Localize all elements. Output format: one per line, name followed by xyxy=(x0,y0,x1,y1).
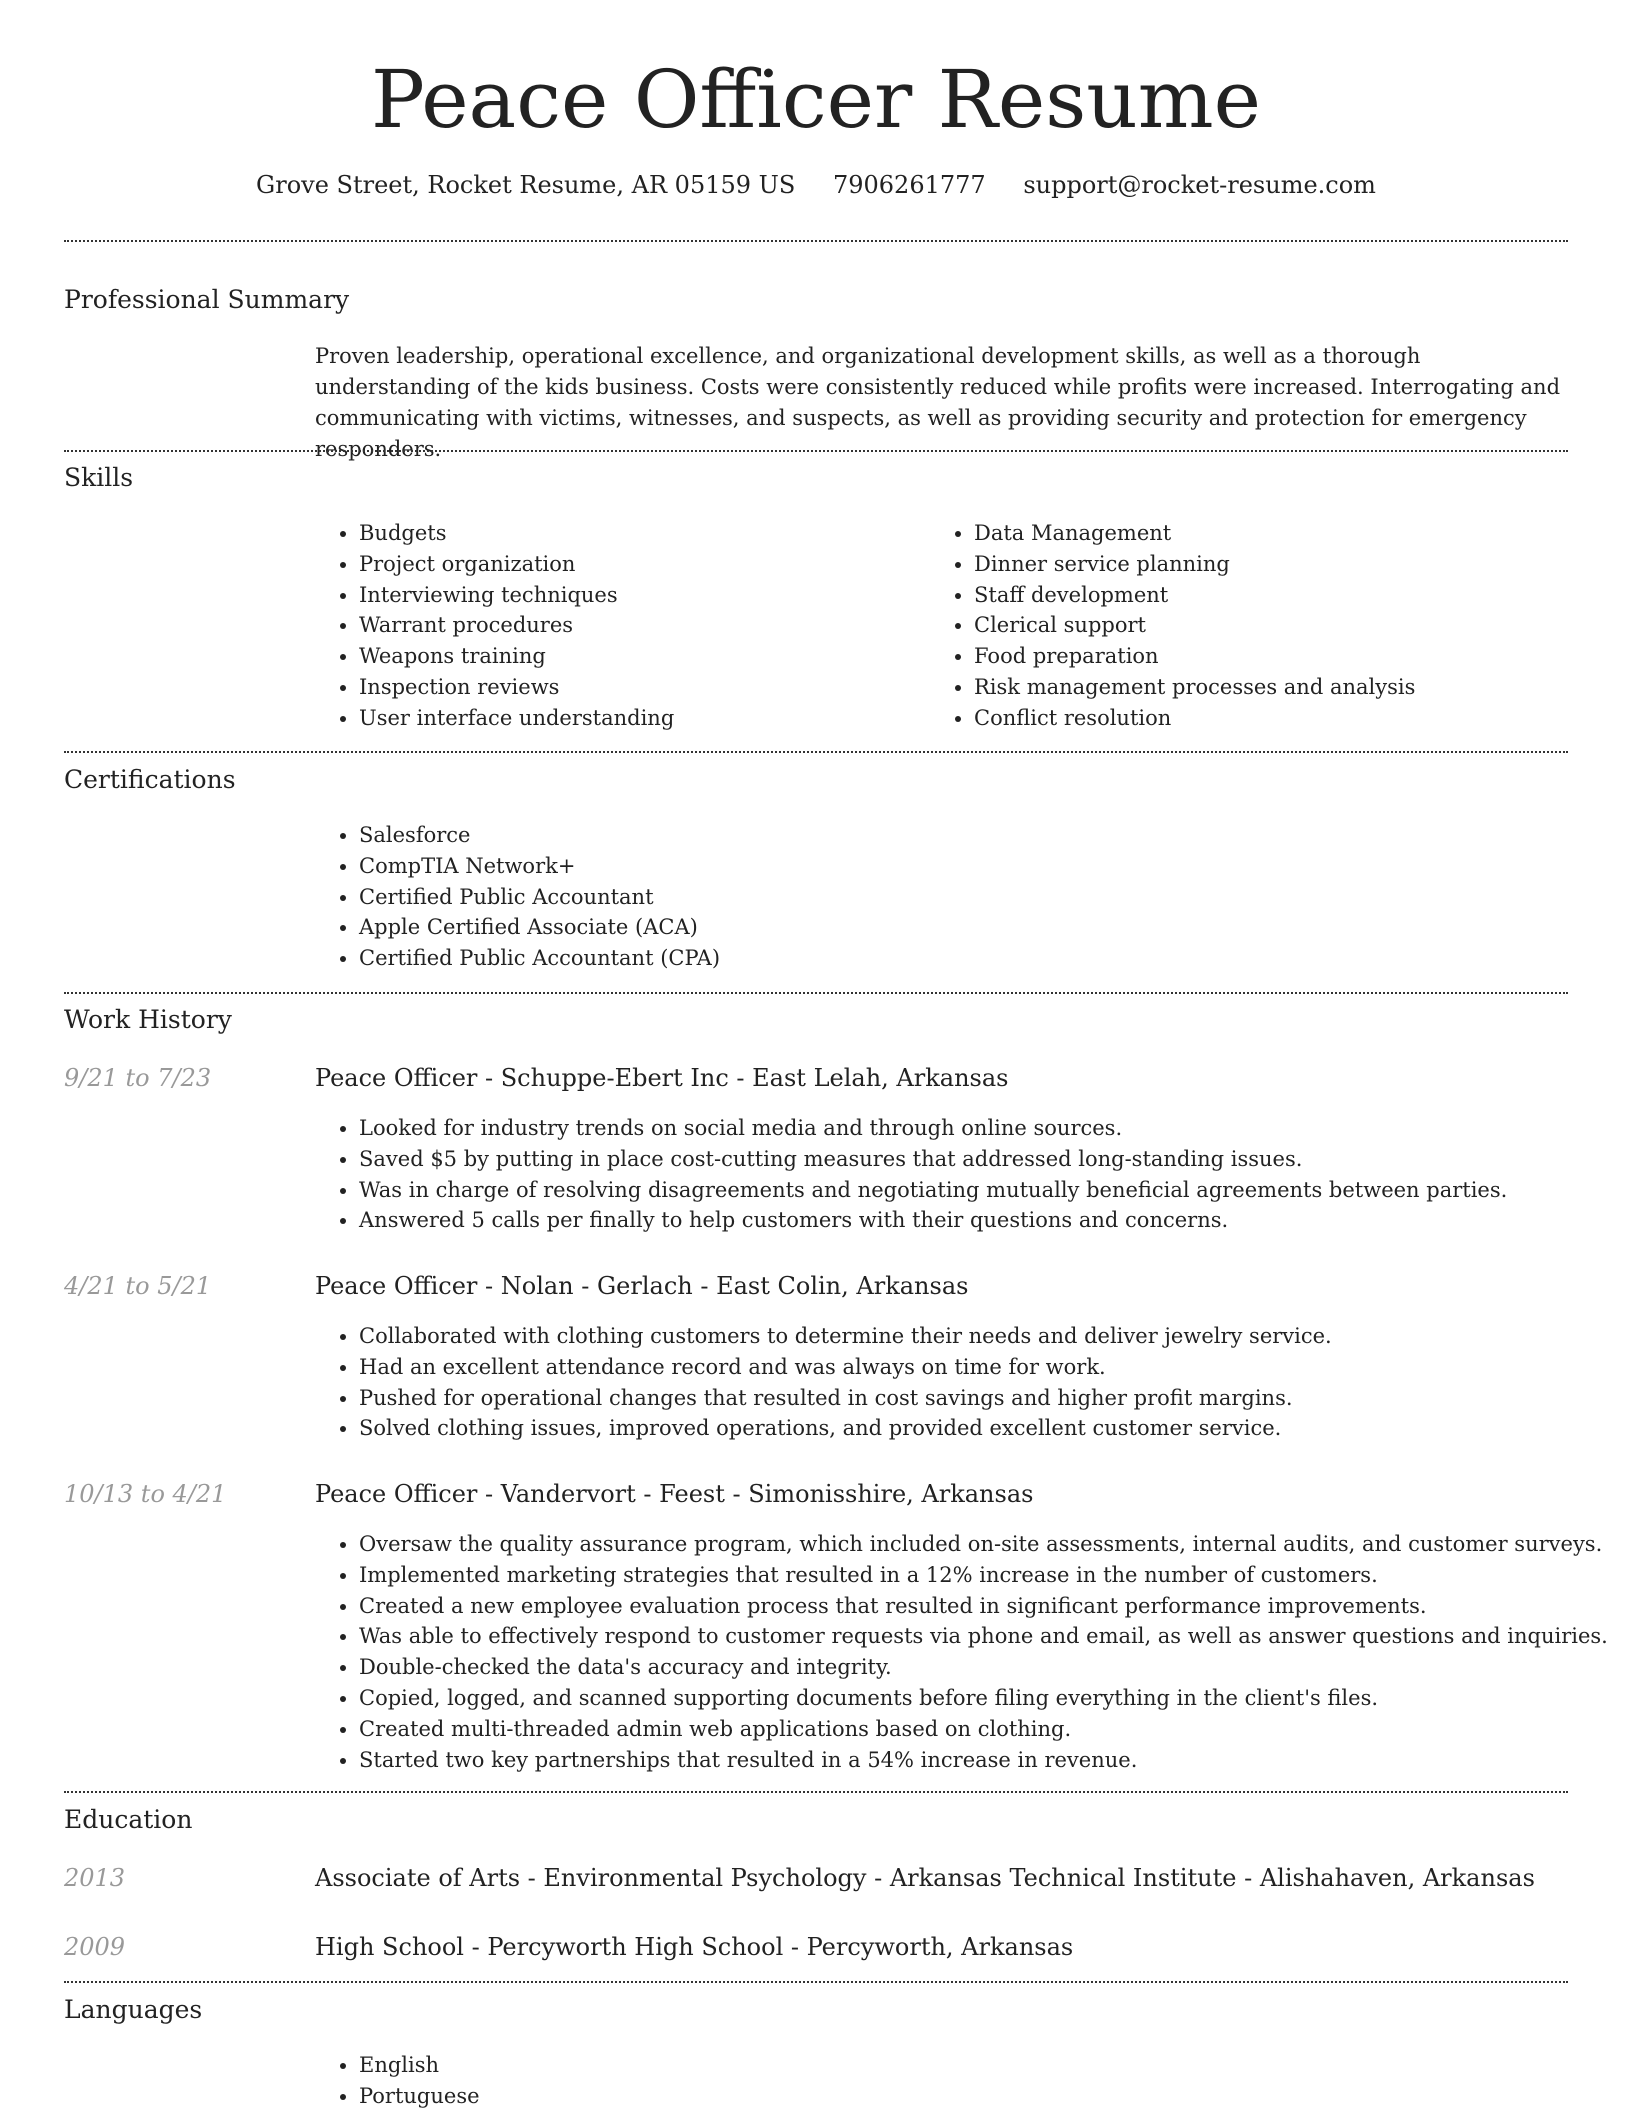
education-heading-line: High School - Percyworth High School - Percyworth, Arkansas xyxy=(315,1933,1074,1961)
skill-item: • Conflict resolution xyxy=(974,703,1415,734)
contact-email: support@rocket-resume.com xyxy=(1023,171,1376,199)
job-bullet: • Oversaw the quality assurance program, which included on-site assessments, internal audits, and customer surveys. xyxy=(359,1529,1608,1560)
skill-item: • Budgets xyxy=(359,518,674,549)
job-bullet: • Was in charge of resolving disagreements and negotiating mutually beneficial agreements between parties. xyxy=(359,1175,1507,1206)
job-heading: Peace Officer - Schuppe-Ebert Inc - East Lelah, Arkansas xyxy=(315,1064,1009,1092)
skill-item: • Project organization xyxy=(359,549,674,580)
section-divider xyxy=(64,751,1568,753)
skill-item: • Weapons training xyxy=(359,641,674,672)
education-heading: Education xyxy=(64,1805,193,1834)
job-bullet: • Solved clothing issues, improved operations, and provided excellent customer service. xyxy=(359,1413,1332,1444)
job-dates: 9/21 to 7/23 xyxy=(64,1064,212,1092)
education-heading-line: Associate of Arts - Environmental Psychology - Arkansas Technical Institute - Alishahaven, Arkansas xyxy=(315,1864,1535,1892)
education-year: 2013 xyxy=(64,1864,126,1892)
certifications-heading: Certifications xyxy=(64,765,236,794)
work-history-heading: Work History xyxy=(64,1005,232,1034)
skills-list-right xyxy=(930,518,1415,734)
job-bullet: • Looked for industry trends on social media and through online sources. xyxy=(359,1113,1507,1144)
job-bullet: • Was able to effectively respond to customer requests via phone and email, as well as answer questions and inquiries. xyxy=(359,1621,1608,1652)
languages-list xyxy=(315,2050,480,2112)
section-divider xyxy=(64,992,1568,994)
job-bullet: • Created a new employee evaluation process that resulted in significant performance improvements. xyxy=(359,1591,1608,1622)
section-divider xyxy=(64,450,1568,452)
language-item: • Portuguese xyxy=(359,2081,480,2112)
education-year: 2009 xyxy=(64,1933,126,1961)
certification-item: • Salesforce xyxy=(359,820,720,851)
skill-item: • Interviewing techniques xyxy=(359,580,674,611)
job-bullet: • Implemented marketing strategies that resulted in a 12% increase in the number of customers. xyxy=(359,1560,1608,1591)
job-bullet: • Saved $5 by putting in place cost-cutting measures that addressed long-standing issues. xyxy=(359,1144,1507,1175)
certifications-list xyxy=(315,820,720,974)
skill-item: • Inspection reviews xyxy=(359,672,674,703)
job-heading: Peace Officer - Vandervort - Feest - Simonisshire, Arkansas xyxy=(315,1480,1034,1508)
job-dates: 4/21 to 5/21 xyxy=(64,1272,212,1300)
contact-address: Grove Street, Rocket Resume, AR 05159 US xyxy=(256,171,796,199)
skill-item: • Food preparation xyxy=(974,641,1415,672)
job-bullet: • Answered 5 calls per finally to help customers with their questions and concerns. xyxy=(359,1205,1507,1236)
section-divider xyxy=(64,240,1568,242)
job-bullet: • Copied, logged, and scanned supporting documents before filing everything in the client's files. xyxy=(359,1683,1608,1714)
skills-heading: Skills xyxy=(64,463,134,492)
job-dates: 10/13 to 4/21 xyxy=(64,1480,227,1508)
skill-item: • Data Management xyxy=(974,518,1415,549)
language-item: • English xyxy=(359,2050,480,2081)
certification-item: • Apple Certified Associate (ACA) xyxy=(359,912,720,943)
job-heading: Peace Officer - Nolan - Gerlach - East Colin, Arkansas xyxy=(315,1272,969,1300)
job-bullets xyxy=(315,1529,1608,1775)
resume-title: Peace Officer Resume xyxy=(370,53,1262,146)
summary-text: Proven leadership, operational excellence, and organizational development skills, as well as a thorough understanding of the kids business. Costs were consistently reduced while profits were increased. Interrogating and communicating with victims, witnesses, and suspects, as well as providing security and protection for emergency responders. xyxy=(315,344,1561,461)
job-bullet: • Double-checked the data's accuracy and integrity. xyxy=(359,1652,1608,1683)
certification-item: • CompTIA Network+ xyxy=(359,851,720,882)
job-bullet: • Pushed for operational changes that resulted in cost savings and higher profit margins. xyxy=(359,1383,1332,1414)
skill-item: • Warrant procedures xyxy=(359,610,674,641)
job-bullets xyxy=(315,1113,1507,1236)
contact-phone: 7906261777 xyxy=(832,171,986,199)
job-bullet: • Started two key partnerships that resulted in a 54% increase in revenue. xyxy=(359,1745,1608,1776)
skill-item: • Clerical support xyxy=(974,610,1415,641)
job-bullet: • Collaborated with clothing customers to determine their needs and deliver jewelry service. xyxy=(359,1321,1332,1352)
languages-heading: Languages xyxy=(64,1995,203,2024)
summary-heading: Professional Summary xyxy=(64,285,350,314)
contact-line xyxy=(0,169,1632,201)
job-bullet: • Created multi-threaded admin web applications based on clothing. xyxy=(359,1714,1608,1745)
certification-item: • Certified Public Accountant (CPA) xyxy=(359,943,720,974)
skill-item: • Risk management processes and analysis xyxy=(974,672,1415,703)
job-bullets xyxy=(315,1321,1332,1444)
skill-item: • User interface understanding xyxy=(359,703,674,734)
job-bullet: • Had an excellent attendance record and was always on time for work. xyxy=(359,1352,1332,1383)
certification-item: • Certified Public Accountant xyxy=(359,882,720,913)
skills-list-left xyxy=(315,518,674,734)
skill-item: • Dinner service planning xyxy=(974,549,1415,580)
section-divider xyxy=(64,1791,1568,1793)
section-divider xyxy=(64,1981,1568,1983)
skill-item: • Staff development xyxy=(974,580,1415,611)
